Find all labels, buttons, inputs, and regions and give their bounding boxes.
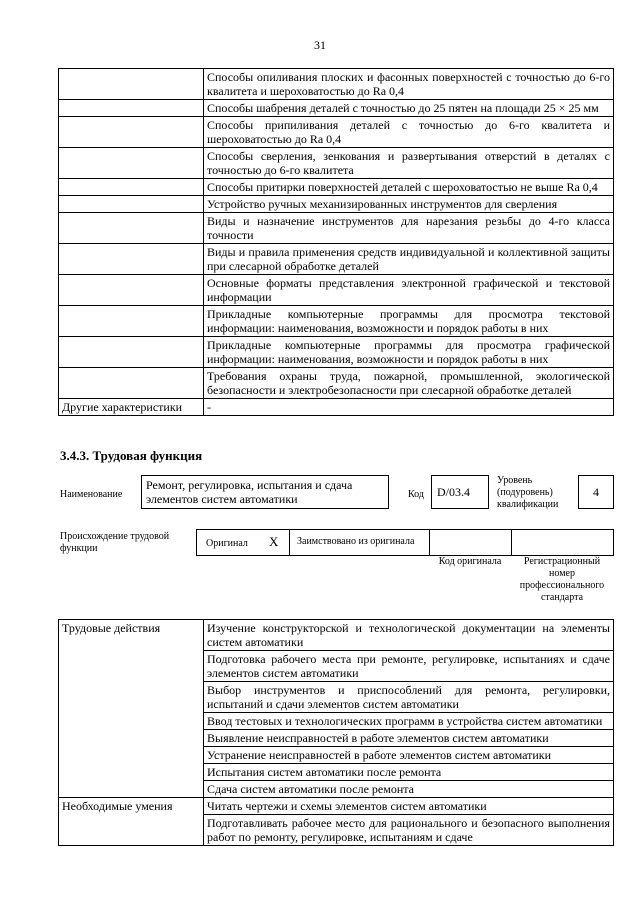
row-text: -: [204, 399, 614, 416]
table-row: [59, 399, 614, 416]
row-text: Подготовка рабочего места при ремонте, регулировке, испытаниях и сдаче элементов систем автоматики: [204, 651, 614, 682]
name-label: Наименование: [60, 489, 123, 500]
row-text: Способы опиливания плоских и фасонных поверхностей с точностью до 6-го квалитета и шероховатостью до Ra 0,4: [204, 69, 614, 100]
table-row: [59, 196, 614, 213]
table-row: [59, 148, 614, 179]
row-text: Способы сверления, зенкования и развертывания отверстий в деталях с точностью до 6-го квалитета: [204, 148, 614, 179]
row-text: Изучение конструкторской и технологической документации на элементы систем автоматики: [204, 620, 614, 651]
row-text: Читать чертежи и схемы элементов систем автоматики: [204, 798, 614, 815]
group-label: Необходимые умения: [59, 798, 204, 846]
table-row: [59, 620, 614, 651]
section-heading: 3.4.3. Трудовая функция: [60, 448, 203, 463]
page-number: 31: [314, 38, 326, 52]
row-text: Сдача систем автоматики после ремонта: [204, 781, 614, 798]
row-text: Способы шабрения деталей с точностью до 25 пятен на площади 25 × 25 мм: [204, 100, 614, 117]
table-row: [59, 179, 614, 196]
original-label: Оригинал: [206, 538, 248, 549]
origin-row: [196, 529, 614, 556]
row-text: Подготавливать рабочее место для рационального и безопасного выполнения работ по ремонту, регулировке, испытаниям и сдаче: [204, 815, 614, 846]
row-text: Выявление неисправностей в работе элементов систем автоматики: [204, 730, 614, 747]
knowledge-table: [58, 68, 614, 416]
row-label: [59, 213, 204, 244]
level-label: Уровень (подуровень) квалификации: [497, 475, 559, 510]
divider: [429, 530, 430, 555]
table-row: [59, 213, 614, 244]
table-row: [59, 100, 614, 117]
row-text: Испытания систем автоматики после ремонта: [204, 764, 614, 781]
table-row: [59, 306, 614, 337]
row-label: [59, 117, 204, 148]
name-value: Ремонт, регулировка, испытания и сдача элементов систем автоматики: [141, 475, 389, 509]
row-label: [59, 275, 204, 306]
row-text: Виды и назначение инструментов для нарезания резьбы до 4-го класса точности: [204, 213, 614, 244]
table-row: [59, 798, 614, 815]
reg-caption: Регистрационный номер профессионального стандарта: [519, 556, 605, 603]
row-label: [59, 306, 204, 337]
divider: [289, 530, 290, 555]
table-row: [59, 368, 614, 399]
code-label: Код: [408, 489, 424, 500]
group-label: Трудовые действия: [59, 620, 204, 798]
table-row: [59, 117, 614, 148]
row-text: Виды и правила применения средств индивидуальной и коллективной защиты при слесарной обработке деталей: [204, 244, 614, 275]
row-label: [59, 337, 204, 368]
row-text: Устранение неисправностей в работе элементов систем автоматики: [204, 747, 614, 764]
row-text: Основные форматы представления электронной графической и текстовой информации: [204, 275, 614, 306]
row-text: Ввод тестовых и технологических программ в устройства систем автоматики: [204, 713, 614, 730]
borrowed-label: Заимствовано из оригинала: [297, 536, 415, 547]
row-label: [59, 196, 204, 213]
row-label: [59, 69, 204, 100]
row-label: [59, 148, 204, 179]
table-row: [59, 244, 614, 275]
row-label: Другие характеристики: [59, 399, 204, 416]
labor-function-table: [58, 619, 614, 846]
row-text: Требования охраны труда, пожарной, промышленной, экологической безопасности и электробезопасности при слесарной обработке деталей: [204, 368, 614, 399]
row-label: [59, 368, 204, 399]
code-value: D/03.4: [431, 475, 489, 509]
row-text: Устройство ручных механизированных инструментов для сверления: [204, 196, 614, 213]
table-row: [59, 69, 614, 100]
original-mark: X: [269, 534, 279, 549]
row-label: [59, 179, 204, 196]
row-text: Прикладные компьютерные программы для просмотра текстовой информации: наименования, возможности и порядок работы в них: [204, 306, 614, 337]
divider: [511, 530, 512, 555]
row-text: Прикладные компьютерные программы для просмотра графической информации: наименования, возможности и порядок работы в них: [204, 337, 614, 368]
table-row: [59, 337, 614, 368]
level-value: 4: [578, 475, 614, 509]
table-row: [59, 275, 614, 306]
row-label: [59, 100, 204, 117]
origin-label: Происхождение трудовой функции: [60, 531, 170, 554]
row-text: Способы припиливания деталей с точностью до 6-го квалитета и шероховатостью до Ra 0,4: [204, 117, 614, 148]
row-text: Способы притирки поверхностей деталей с шероховатостью не выше Ra 0,4: [204, 179, 614, 196]
code-caption: Код оригинала: [438, 556, 502, 567]
row-text: Выбор инструментов и приспособлений для ремонта, регулировки, испытаний и сдачи элементов систем автоматики: [204, 682, 614, 713]
row-label: [59, 244, 204, 275]
